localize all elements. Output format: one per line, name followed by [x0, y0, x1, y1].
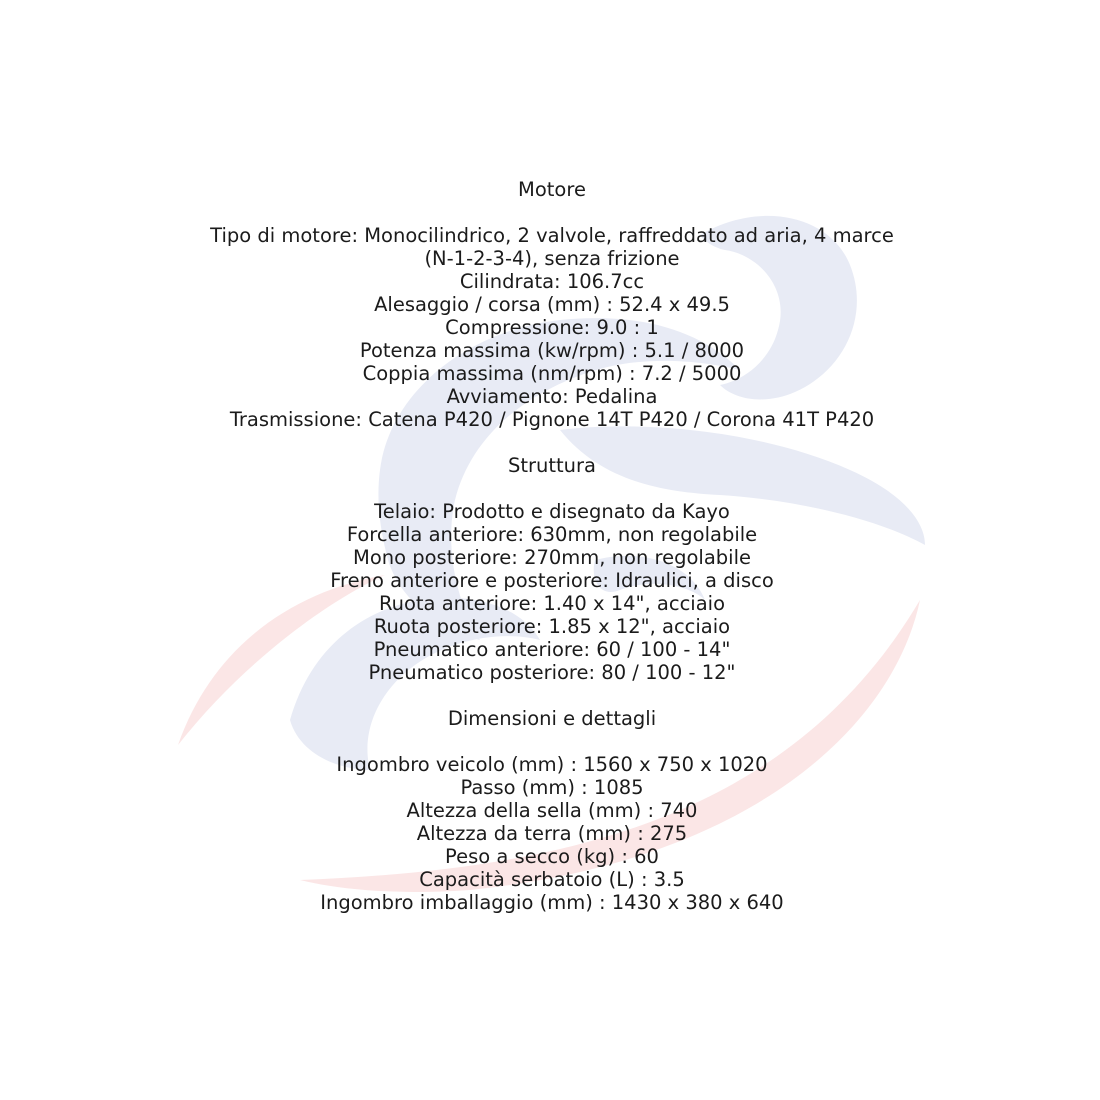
spec-line: Ruota anteriore: 1.40 x 14", acciaio	[378, 592, 726, 615]
spec-line: Potenza massima (kw/rpm) : 5.1 / 8000	[359, 339, 745, 362]
section-heading-motore: Motore	[518, 178, 586, 201]
spec-line: Forcella anteriore: 630mm, non regolabile	[346, 523, 758, 546]
spec-line: Capacità serbatoio (L) : 3.5	[419, 868, 685, 891]
spec-line: Telaio: Prodotto e disegnato da Kayo	[374, 500, 730, 523]
spec-line: Pneumatico posteriore: 80 / 100 - 12"	[368, 661, 736, 684]
spacer	[180, 730, 924, 753]
spec-line: Alesaggio / corsa (mm) : 52.4 x 49.5	[374, 293, 730, 316]
spec-line: Avviamento: Pedalina	[446, 385, 658, 408]
spec-line: Pneumatico anteriore: 60 / 100 - 14"	[373, 638, 731, 661]
section-heading-struttura: Struttura	[507, 454, 597, 477]
spec-line: Altezza della sella (mm) : 740	[406, 799, 698, 822]
spec-line: Trasmissione: Catena P420 / Pignone 14T P420 / Corona 41T P420	[229, 408, 875, 431]
section-heading-dimensioni: Dimensioni e dettagli	[447, 707, 657, 730]
spec-line: (N-1-2-3-4), senza frizione	[424, 247, 680, 270]
spec-line: Passo (mm) : 1085	[460, 776, 644, 799]
spec-line: Ruota posteriore: 1.85 x 12", acciaio	[373, 615, 731, 638]
spacer	[180, 201, 924, 224]
specs-sheet	[180, 178, 924, 914]
spec-line: Tipo di motore: Monocilindrico, 2 valvole, raffreddato ad aria, 4 marce	[210, 224, 894, 247]
spec-line: Peso a secco (kg) : 60	[445, 845, 659, 868]
spec-line: Altezza da terra (mm) : 275	[416, 822, 688, 845]
spec-line: Mono posteriore: 270mm, non regolabile	[353, 546, 751, 569]
spec-line: Cilindrata: 106.7cc	[459, 270, 645, 293]
spec-line: Ingombro veicolo (mm) : 1560 x 750 x 1020	[336, 753, 768, 776]
spacer	[180, 431, 924, 454]
spec-line: Compressione: 9.0 : 1	[445, 316, 659, 339]
spacer	[180, 684, 924, 707]
spec-line: Ingombro imballaggio (mm) : 1430 x 380 x 640	[320, 891, 784, 914]
spec-line: Coppia massima (nm/rpm) : 7.2 / 5000	[362, 362, 742, 385]
spacer	[180, 477, 924, 500]
spec-line: Freno anteriore e posteriore: Idraulici, a disco	[330, 569, 774, 592]
